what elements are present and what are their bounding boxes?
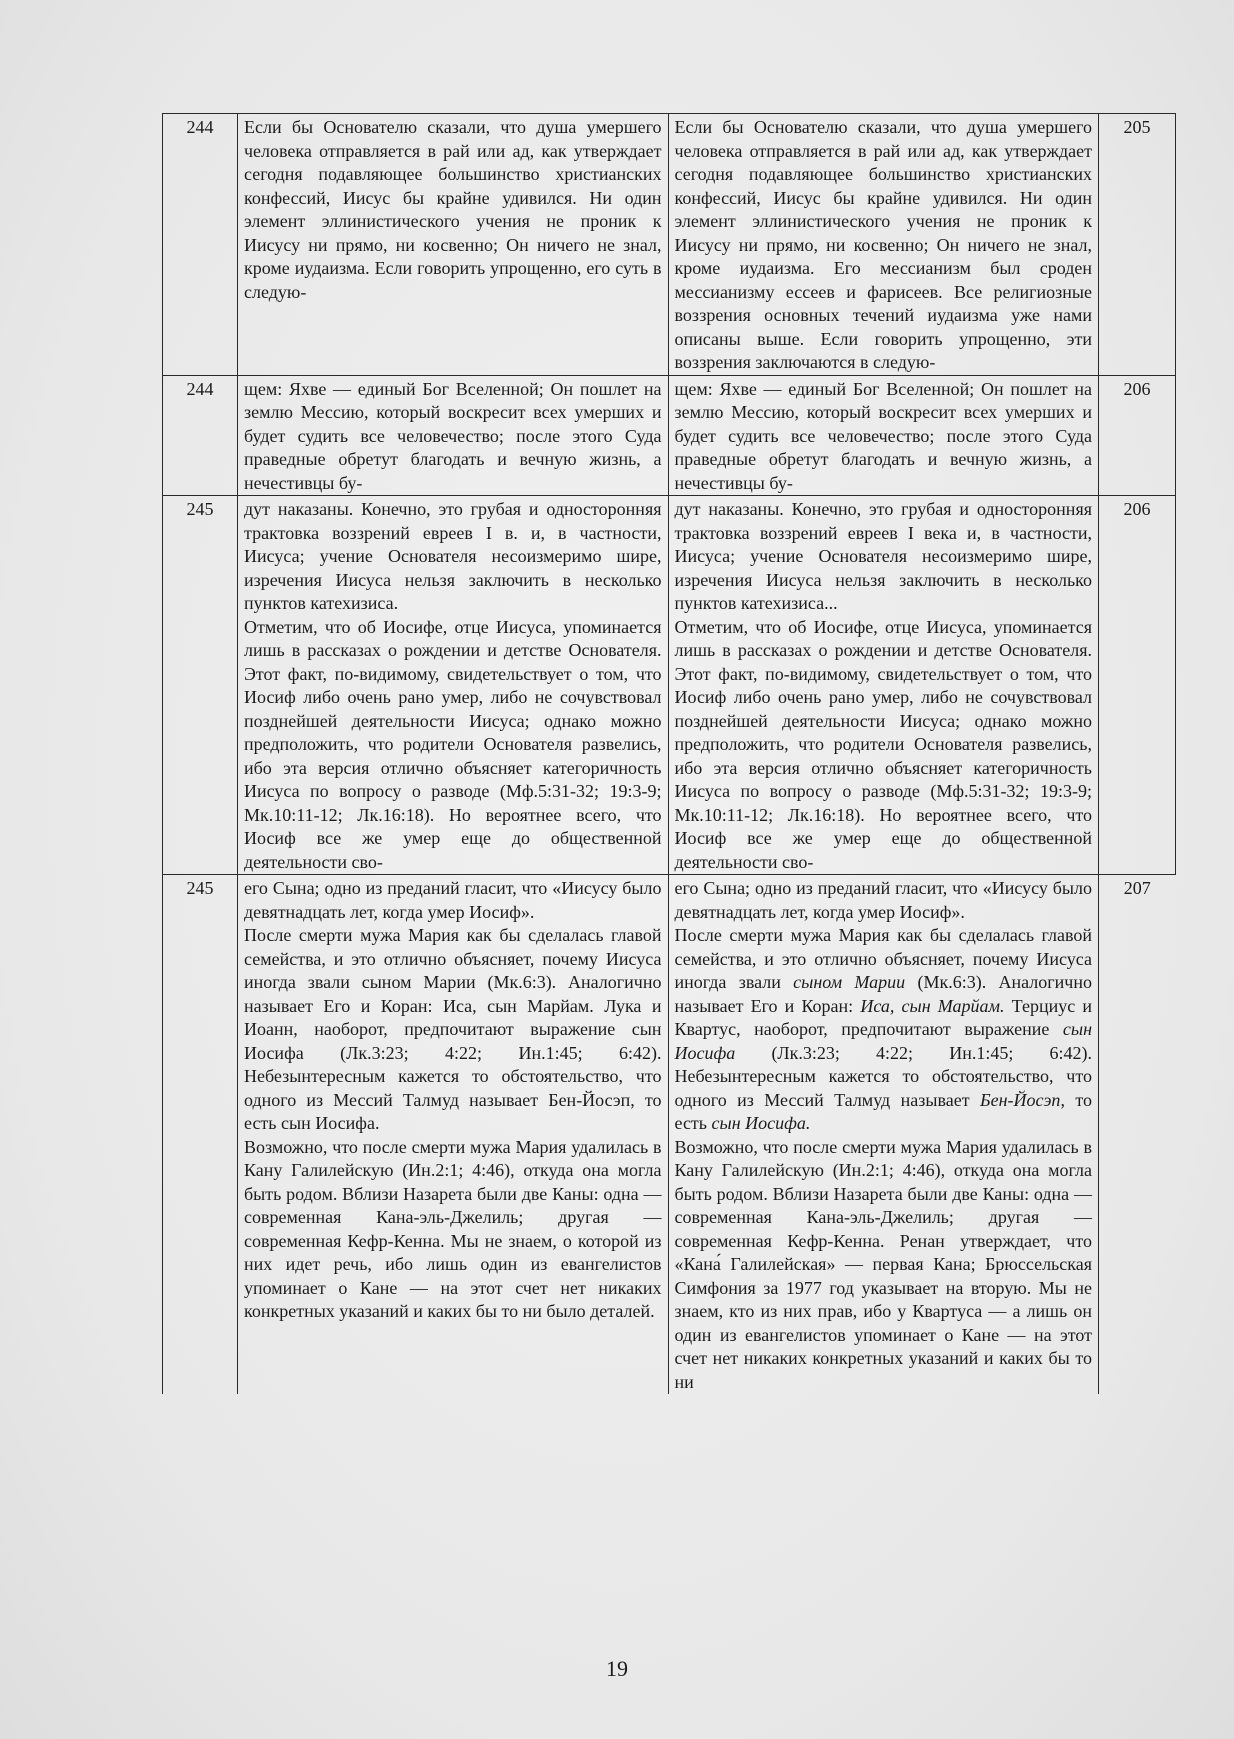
- left-text-cell: [238, 875, 669, 1395]
- text-run: (Лк.3:23; 4:22; Ин.1:45; 6:42). Небезынтересным кажется то обстоятельство, что одного из Мессий Талмуд называет: [674, 1042, 1092, 1110]
- left-text-cell: [238, 375, 669, 496]
- right-page-ref: 207: [1099, 875, 1176, 1395]
- text-paragraph: Возможно, что после смерти мужа Мария удалилась в Кану Галилейскую (Ин.2:1; 4:46), откуда она могла быть родом. Вблизи Назарета были две Каны: одна — современная Кана-эль-Джелиль; другая — современная Кефр-Кенна. Мы не знаем, о которой из них идет речь, ибо лишь один из евангелистов упоминает о Кане — на этот счет нет никаких конкретных указаний и каких бы то ни было деталей.: [244, 1136, 662, 1321]
- italic-text: сыном Марии: [793, 972, 906, 992]
- right-text-cell: [668, 875, 1099, 1395]
- comparison-table: [162, 113, 1176, 1394]
- text-paragraph: его Сына; одно из преданий гласит, что «Иисусу было девятнадцать лет, когда умер Иосиф».: [244, 878, 662, 922]
- right-page-ref: 206: [1099, 496, 1176, 875]
- right-text-cell: [668, 114, 1099, 376]
- italic-text: Иса, сын Марйам.: [860, 995, 1005, 1016]
- text-paragraph: дут наказаны. Конечно, это грубая и односторонняя трактовка воззрений евреев I века и, в частности, Иисуса; учение Основателя несоизмеримо шире, изречения Иисуса нельзя заключить в несколько пунктов катехизиса...: [674, 499, 1092, 613]
- right-text-cell: [668, 496, 1099, 875]
- text-run: , то есть: [674, 1089, 1092, 1133]
- table-row: [163, 375, 1176, 496]
- left-text-cell: [238, 496, 669, 875]
- italic-text: сын Иосифа: [674, 1019, 1092, 1063]
- left-page-ref: 244: [163, 114, 238, 376]
- left-page-ref: 244: [163, 375, 238, 496]
- table-row: [163, 496, 1176, 875]
- text-paragraph: Отметим, что об Иосифе, отце Иисуса, упоминается лишь в рассказах о рождении и детстве Основателя. Этот факт, по-видимому, свидетельствует о том, что Иосиф либо очень рано умер, либо не сочувствовал позднейшей деятельности Иисуса; однако можно предположить, что родители Основателя развелись, ибо эта версия отлично объясняет категоричность Иисуса по вопросу о разводе (Мф.5:31-32; 19:3-9; Мк.10:11-12; Лк.16:18). Но вероятнее всего, что Иосиф все же умер еще до общественной деятельности сво-: [244, 616, 662, 872]
- text-paragraph: [675, 924, 1093, 1136]
- text-paragraph: После смерти мужа Мария как бы сделалась главой семейства, и это отлично объясняет, почему Иисуса иногда звали сыном Марии (Мк.6:3). Аналогично называет Его и Коран: Иса, сын Марйам. Лука и Иоанн, наоборот, предпочитают выражение сын Иосифа (Лк.3:23; 4:22; Ин.1:45; 6:42). Небезынтересным кажется то обстоятельство, что одного из Мессий Талмуд называет Бен-Йосэп, то есть сын Иосифа.: [244, 925, 662, 1133]
- text-paragraph: его Сына; одно из преданий гласит, что «Иисусу было девятнадцать лет, когда умер Иосиф».: [674, 878, 1092, 922]
- left-page-ref: 245: [163, 496, 238, 875]
- text-run: После смерти мужа Мария как бы сделалась главой семейства, и это отлично объясняет, почему Иисуса иногда звали: [674, 925, 1092, 992]
- text-run: Терциус и Квартус, наоборот, предпочитают выражение: [674, 995, 1093, 1039]
- right-page-ref: 206: [1099, 375, 1176, 496]
- table-row: [163, 114, 1176, 376]
- right-text-cell: [668, 375, 1099, 496]
- text-paragraph: Если бы Основателю сказали, что душа умершего человека отправляется в рай или ад, как утверждает сегодня подавляющее большинство христианских конфессий, Иисус бы крайне удивился. Ни один элемент эллинистического учения не проник к Иисусу ни прямо, ни косвенно; Он ничего не знал, кроме иудаизма. Его мессианизм был сроден мессианизму ессеев и фарисеев. Все религиозные воззрения основных течений иудаизма уже нами описаны выше. Если говорить упрощенно, эти воззрения заключаются в следую-: [674, 117, 1092, 372]
- italic-text: сын Иосифа.: [711, 1113, 811, 1133]
- text-paragraph: щем: Яхве — единый Бог Вселенной; Он пошлет на землю Мессию, который воскресит всех умерших и будет судить все человечество; после этого Суда праведные обретут благодать и вечную жизнь, а нечестивцы бу-: [674, 378, 1092, 493]
- text-run: (Мк.6:3). Аналогично называет Его и Коран:: [674, 972, 1092, 1016]
- left-text-cell: [238, 114, 669, 376]
- right-page-ref: 205: [1099, 114, 1176, 376]
- text-paragraph: Возможно, что после смерти мужа Мария удалилась в Кану Галилейскую (Ин.2:1; 4:46), откуда она могла быть родом. Вблизи Назарета были две Каны: одна — современная Кана-эль-Джелиль; другая — современная Кефр-Кенна. Ренан утверждает, что «Кана́ Галилейская» — первая Кана; Брюссельская Симфония за 1977 год указывает на вторую. Мы не знаем, кто из них прав, ибо у Квартуса — а лишь он один из евангелистов упоминает о Кане — на этот счет нет никаких конкретных указаний и каких бы то ни: [674, 1136, 1092, 1392]
- text-paragraph: Если бы Основателю сказали, что душа умершего человека отправляется в рай или ад, как утверждает сегодня подавляющее большинство христианских конфессий, Иисус бы крайне удивился. Ни один элемент эллинистического учения не проник к Иисусу ни прямо, ни косвенно; Он ничего не знал, кроме иудаизма. Если говорить упрощенно, его суть в следую-: [244, 117, 662, 302]
- left-page-ref: 245: [163, 875, 238, 1395]
- text-paragraph: дут наказаны. Конечно, это грубая и односторонняя трактовка воззрений евреев I в. и, в частности, Иисуса; учение Основателя несоизмеримо шире, изречения Иисуса нельзя заключить в несколько пунктов катехизиса.: [244, 499, 662, 613]
- table-row: [163, 875, 1176, 1395]
- italic-text: Бен-Йосэп: [979, 1089, 1061, 1110]
- text-paragraph: Отметим, что об Иосифе, отце Иисуса, упоминается лишь в рассказах о рождении и детстве Основателя. Этот факт, по-видимому, свидетельствует о том, что Иосиф либо очень рано умер, либо не сочувствовал позднейшей деятельности Иисуса; однако можно предположить, что родители Основателя развелись, ибо эта версия отлично объясняет категоричность Иисуса по вопросу о разводе (Мф.5:31-32; 19:3-9; Мк.10:11-12; Лк.16:18). Но вероятнее всего, что Иосиф все же умер еще до общественной деятельности сво-: [674, 616, 1092, 872]
- text-paragraph: щем: Яхве — единый Бог Вселенной; Он пошлет на землю Мессию, который воскресит всех умерших и будет судить все человечество; после этого Суда праведные обретут благодать и вечную жизнь, а нечестивцы бу-: [244, 378, 662, 493]
- page-number: 19: [606, 1656, 628, 1681]
